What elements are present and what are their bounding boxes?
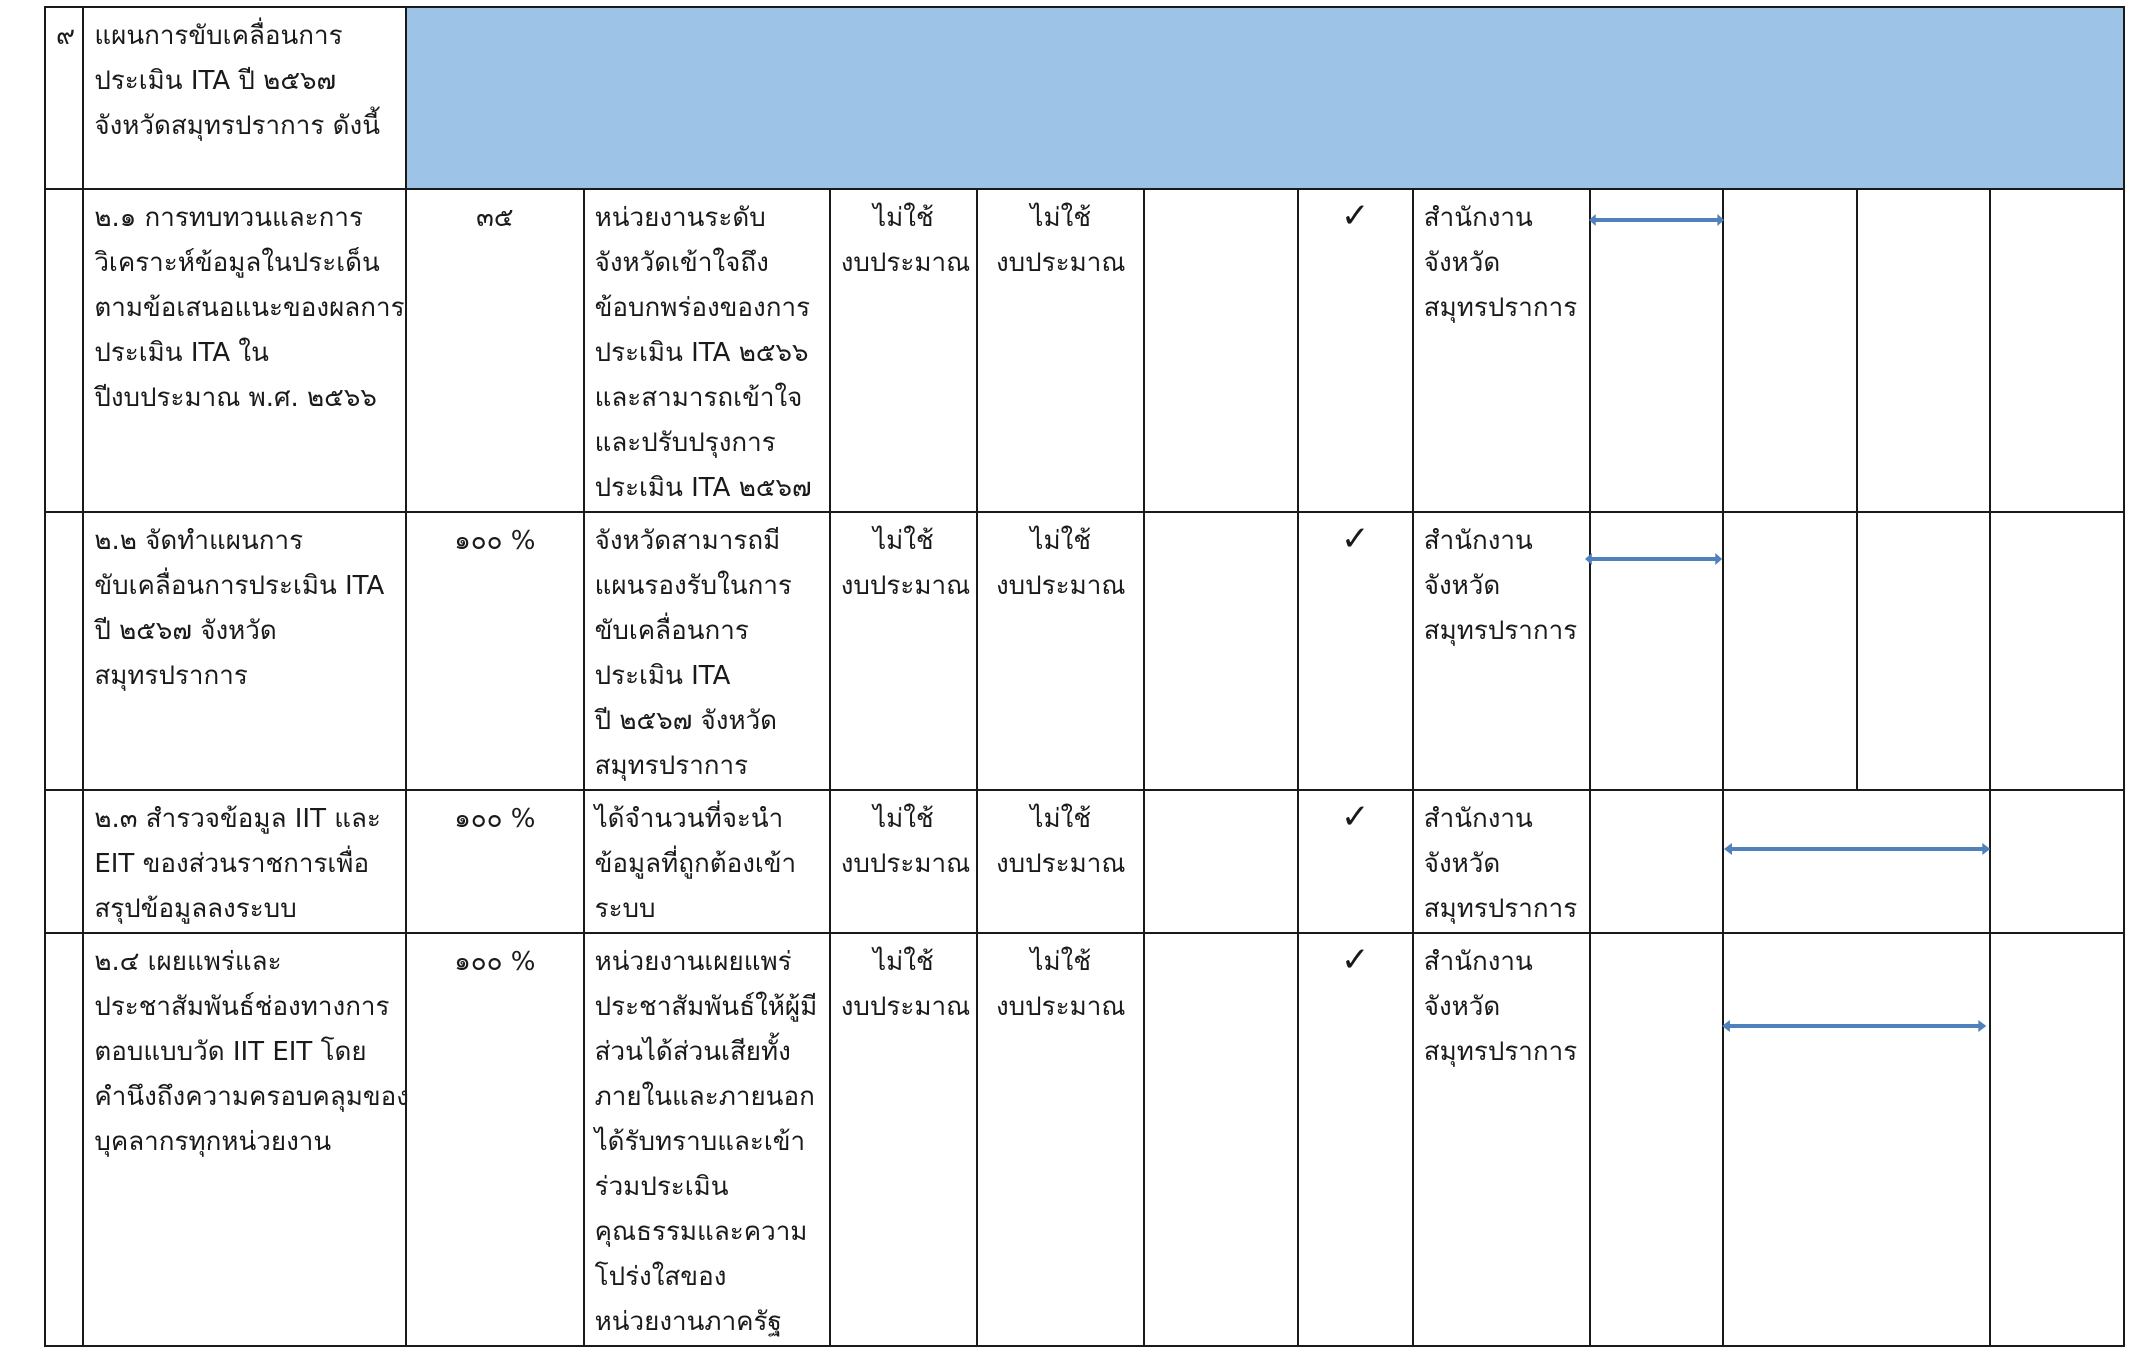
indicator-line: ปี ๒๕๖๗ จังหวัด bbox=[594, 706, 778, 736]
indicator-cell bbox=[584, 512, 830, 790]
budget-source-line: งบประมาณ bbox=[995, 248, 1126, 278]
checkmark-icon: ✓ bbox=[1340, 196, 1370, 236]
owner-line: สำนักงาน bbox=[1423, 526, 1533, 556]
activity-line: ขับเคลื่อนการประเมิน ITA bbox=[94, 571, 385, 601]
activity-cell bbox=[83, 189, 406, 512]
check-cell bbox=[1298, 512, 1413, 790]
budget-source-line: งบประมาณ bbox=[995, 992, 1126, 1022]
activity-cell bbox=[83, 790, 406, 933]
budget-source-line: งบประมาณ bbox=[995, 571, 1126, 601]
section-title-line: จังหวัดสมุทรปราการ ดังนี้ bbox=[94, 111, 380, 141]
budget-source-line: ไม่ใช้ bbox=[1030, 203, 1091, 233]
indicator-line: จังหวัดเข้าใจถึง bbox=[594, 248, 769, 278]
activity-line: ตามข้อเสนอแนะของผลการ bbox=[94, 293, 405, 323]
activity-line: ตอบแบบวัด IIT EIT โดย bbox=[94, 1037, 367, 1067]
quarter-1-cell bbox=[1590, 189, 1723, 512]
quarter-4-cell bbox=[1990, 189, 2124, 512]
section-title-cell bbox=[83, 7, 406, 189]
quarter-1-cell bbox=[1590, 933, 1723, 1346]
budget-line: งบประมาณ bbox=[840, 248, 971, 278]
activity-line: คำนึงถึงความครอบคลุมของ bbox=[94, 1082, 409, 1112]
owner-line: จังหวัด bbox=[1423, 849, 1501, 879]
owner-line: สำนักงาน bbox=[1423, 947, 1533, 977]
owner-cell bbox=[1413, 933, 1591, 1346]
indicator-line: หน่วยงานภาครัฐ bbox=[594, 1307, 782, 1337]
quarter-3-cell bbox=[1857, 512, 1990, 790]
quarter-4-cell bbox=[1990, 790, 2124, 933]
table-row bbox=[45, 933, 2124, 1346]
indicator-line: ระบบ bbox=[594, 894, 656, 924]
owner-line: สมุทรปราการ bbox=[1423, 1037, 1578, 1067]
indicator-line: ประชาสัมพันธ์ให้ผู้มี bbox=[594, 992, 818, 1022]
activity-line: สรุปข้อมูลลงระบบ bbox=[94, 894, 297, 924]
budget-cell bbox=[830, 933, 977, 1346]
target-value: ๑๐๐ % bbox=[454, 947, 536, 977]
owner-line: สำนักงาน bbox=[1423, 203, 1533, 233]
indicator-line: ประเมิน ITA ๒๕๖๖ bbox=[594, 338, 809, 368]
activity-line: สมุทรปราการ bbox=[94, 661, 248, 691]
indicator-line: หน่วยงานระดับ bbox=[594, 203, 766, 233]
owner-line: จังหวัด bbox=[1423, 571, 1501, 601]
indicator-line: ประเมิน ITA ๒๕๖๗ bbox=[594, 473, 812, 503]
activity-line: ๒.๓ สำรวจข้อมูล IIT และ bbox=[94, 804, 381, 834]
activity-line: บุคลากรทุกหน่วยงาน bbox=[94, 1127, 332, 1157]
quarter-1-cell bbox=[1590, 512, 1723, 790]
activity-line: ๒.๔ เผยแพร่และ bbox=[94, 947, 282, 977]
budget-source-line: ไม่ใช้ bbox=[1030, 804, 1091, 834]
section-title-line: ประเมิน ITA ปี ๒๕๖๗ bbox=[94, 66, 337, 96]
indicator-line: ข้อบกพร่องของการ bbox=[594, 293, 811, 323]
target-value: ๑๐๐ % bbox=[454, 804, 536, 834]
owner-cell bbox=[1413, 189, 1591, 512]
budget-source-cell bbox=[977, 790, 1144, 933]
activity-line: ประชาสัมพันธ์ช่องทางการ bbox=[94, 992, 390, 1022]
table-row bbox=[45, 189, 2124, 512]
indicator-line: ประเมิน ITA bbox=[594, 661, 731, 691]
budget-source-cell bbox=[977, 189, 1144, 512]
indicator-line: โปร่งใสของ bbox=[594, 1262, 727, 1292]
owner-line: สมุทรปราการ bbox=[1423, 894, 1578, 924]
row-number-cell bbox=[45, 790, 83, 933]
activity-line: ประเมิน ITA ใน bbox=[94, 338, 269, 368]
budget-line: งบประมาณ bbox=[840, 849, 971, 879]
activity-line: ๒.๒ จัดทำแผนการ bbox=[94, 526, 304, 556]
indicator-line: ข้อมูลที่ถูกต้องเข้า bbox=[594, 849, 797, 879]
table-row bbox=[45, 512, 2124, 790]
budget-source-line: งบประมาณ bbox=[995, 849, 1126, 879]
row-number-cell bbox=[45, 512, 83, 790]
activity-line: ๒.๑ การทบทวนและการ bbox=[94, 203, 363, 233]
indicator-line: ร่วมประเมิน bbox=[594, 1172, 729, 1202]
timeline-arrow-icon bbox=[1724, 843, 1990, 855]
owner-line: จังหวัด bbox=[1423, 992, 1501, 1022]
owner-line: จังหวัด bbox=[1423, 248, 1501, 278]
target-cell bbox=[406, 189, 584, 512]
owner-cell bbox=[1413, 512, 1591, 790]
checkmark-icon: ✓ bbox=[1340, 797, 1370, 837]
owner-cell bbox=[1413, 790, 1591, 933]
check-cell bbox=[1298, 189, 1413, 512]
indicator-line: ขับเคลื่อนการ bbox=[594, 616, 749, 646]
budget-source-line: ไม่ใช้ bbox=[1030, 947, 1091, 977]
budget-line: ไม่ใช้ bbox=[873, 947, 934, 977]
budget-source-line: ไม่ใช้ bbox=[1030, 526, 1091, 556]
empty-cell bbox=[1144, 189, 1297, 512]
indicator-cell bbox=[584, 189, 830, 512]
quarter-2-cell bbox=[1723, 512, 1856, 790]
budget-line: ไม่ใช้ bbox=[873, 526, 934, 556]
budget-cell bbox=[830, 512, 977, 790]
table-row bbox=[45, 790, 2124, 933]
timeline-arrow-icon bbox=[1589, 214, 1724, 226]
quarter-2-3-cell bbox=[1723, 790, 1989, 933]
section-title-line: แผนการขับเคลื่อนการ bbox=[94, 21, 343, 51]
indicator-line: และสามารถเข้าใจ bbox=[594, 383, 803, 413]
timeline-arrow-icon bbox=[1585, 553, 1722, 565]
owner-line: สมุทรปราการ bbox=[1423, 616, 1578, 646]
owner-line: สมุทรปราการ bbox=[1423, 293, 1578, 323]
indicator-line: หน่วยงานเผยแพร่ bbox=[594, 947, 792, 977]
indicator-line: ภายในและภายนอก bbox=[594, 1082, 815, 1112]
owner-line: สำนักงาน bbox=[1423, 804, 1533, 834]
action-plan-table bbox=[44, 6, 2125, 1347]
quarter-4-cell bbox=[1990, 512, 2124, 790]
check-cell bbox=[1298, 933, 1413, 1346]
timeline-arrow-icon bbox=[1722, 1020, 1986, 1032]
activity-line: วิเคราะห์ข้อมูลในประเด็น bbox=[94, 248, 380, 278]
indicator-line: ได้รับทราบและเข้า bbox=[594, 1127, 806, 1157]
budget-cell bbox=[830, 189, 977, 512]
budget-line: ไม่ใช้ bbox=[873, 203, 934, 233]
activity-line: ปีงบประมาณ พ.ศ. ๒๕๖๖ bbox=[94, 383, 377, 413]
indicator-cell bbox=[584, 790, 830, 933]
checkmark-icon: ✓ bbox=[1340, 519, 1370, 559]
target-cell bbox=[406, 512, 584, 790]
target-value: ๓๕ bbox=[476, 203, 514, 233]
quarter-4-cell bbox=[1990, 933, 2124, 1346]
quarter-1-cell bbox=[1590, 790, 1723, 933]
indicator-line: จังหวัดสามารถมี bbox=[594, 526, 781, 556]
budget-line: งบประมาณ bbox=[840, 571, 971, 601]
activity-cell bbox=[83, 512, 406, 790]
activity-cell bbox=[83, 933, 409, 1346]
empty-cell bbox=[1144, 933, 1297, 1346]
empty-cell bbox=[1144, 790, 1297, 933]
budget-cell bbox=[830, 790, 977, 933]
activity-line: EIT ของส่วนราชการเพื่อ bbox=[94, 849, 370, 879]
section-number: ๙ bbox=[56, 21, 76, 51]
target-value: ๑๐๐ % bbox=[454, 526, 536, 556]
row-number-cell bbox=[45, 189, 83, 512]
budget-line: ไม่ใช้ bbox=[873, 804, 934, 834]
quarter-2-cell bbox=[1723, 189, 1856, 512]
target-cell bbox=[406, 790, 584, 933]
indicator-line: ส่วนได้ส่วนเสียทั้ง bbox=[594, 1037, 791, 1067]
empty-cell bbox=[1144, 512, 1297, 790]
section-header-fill bbox=[406, 7, 2124, 189]
budget-source-cell bbox=[977, 512, 1144, 790]
section-number-cell bbox=[45, 7, 83, 189]
section-header-row bbox=[45, 7, 2124, 189]
indicator-cell bbox=[584, 933, 830, 1346]
row-number-cell bbox=[45, 933, 83, 1346]
indicator-line: ได้จำนวนที่จะนำ bbox=[594, 804, 784, 834]
indicator-line: สมุทรปราการ bbox=[594, 751, 749, 781]
activity-line: ปี ๒๕๖๗ จังหวัด bbox=[94, 616, 277, 646]
indicator-line: แผนรองรับในการ bbox=[594, 571, 792, 601]
quarter-2-3-cell bbox=[1723, 933, 1989, 1346]
target-cell bbox=[406, 933, 584, 1346]
section-title bbox=[84, 8, 405, 149]
budget-source-cell bbox=[977, 933, 1144, 1346]
budget-line: งบประมาณ bbox=[840, 992, 971, 1022]
indicator-line: คุณธรรมและความ bbox=[594, 1217, 808, 1247]
indicator-line: และปรับปรุงการ bbox=[594, 428, 776, 458]
quarter-3-cell bbox=[1857, 189, 1990, 512]
check-cell bbox=[1298, 790, 1413, 933]
checkmark-icon: ✓ bbox=[1340, 940, 1370, 980]
